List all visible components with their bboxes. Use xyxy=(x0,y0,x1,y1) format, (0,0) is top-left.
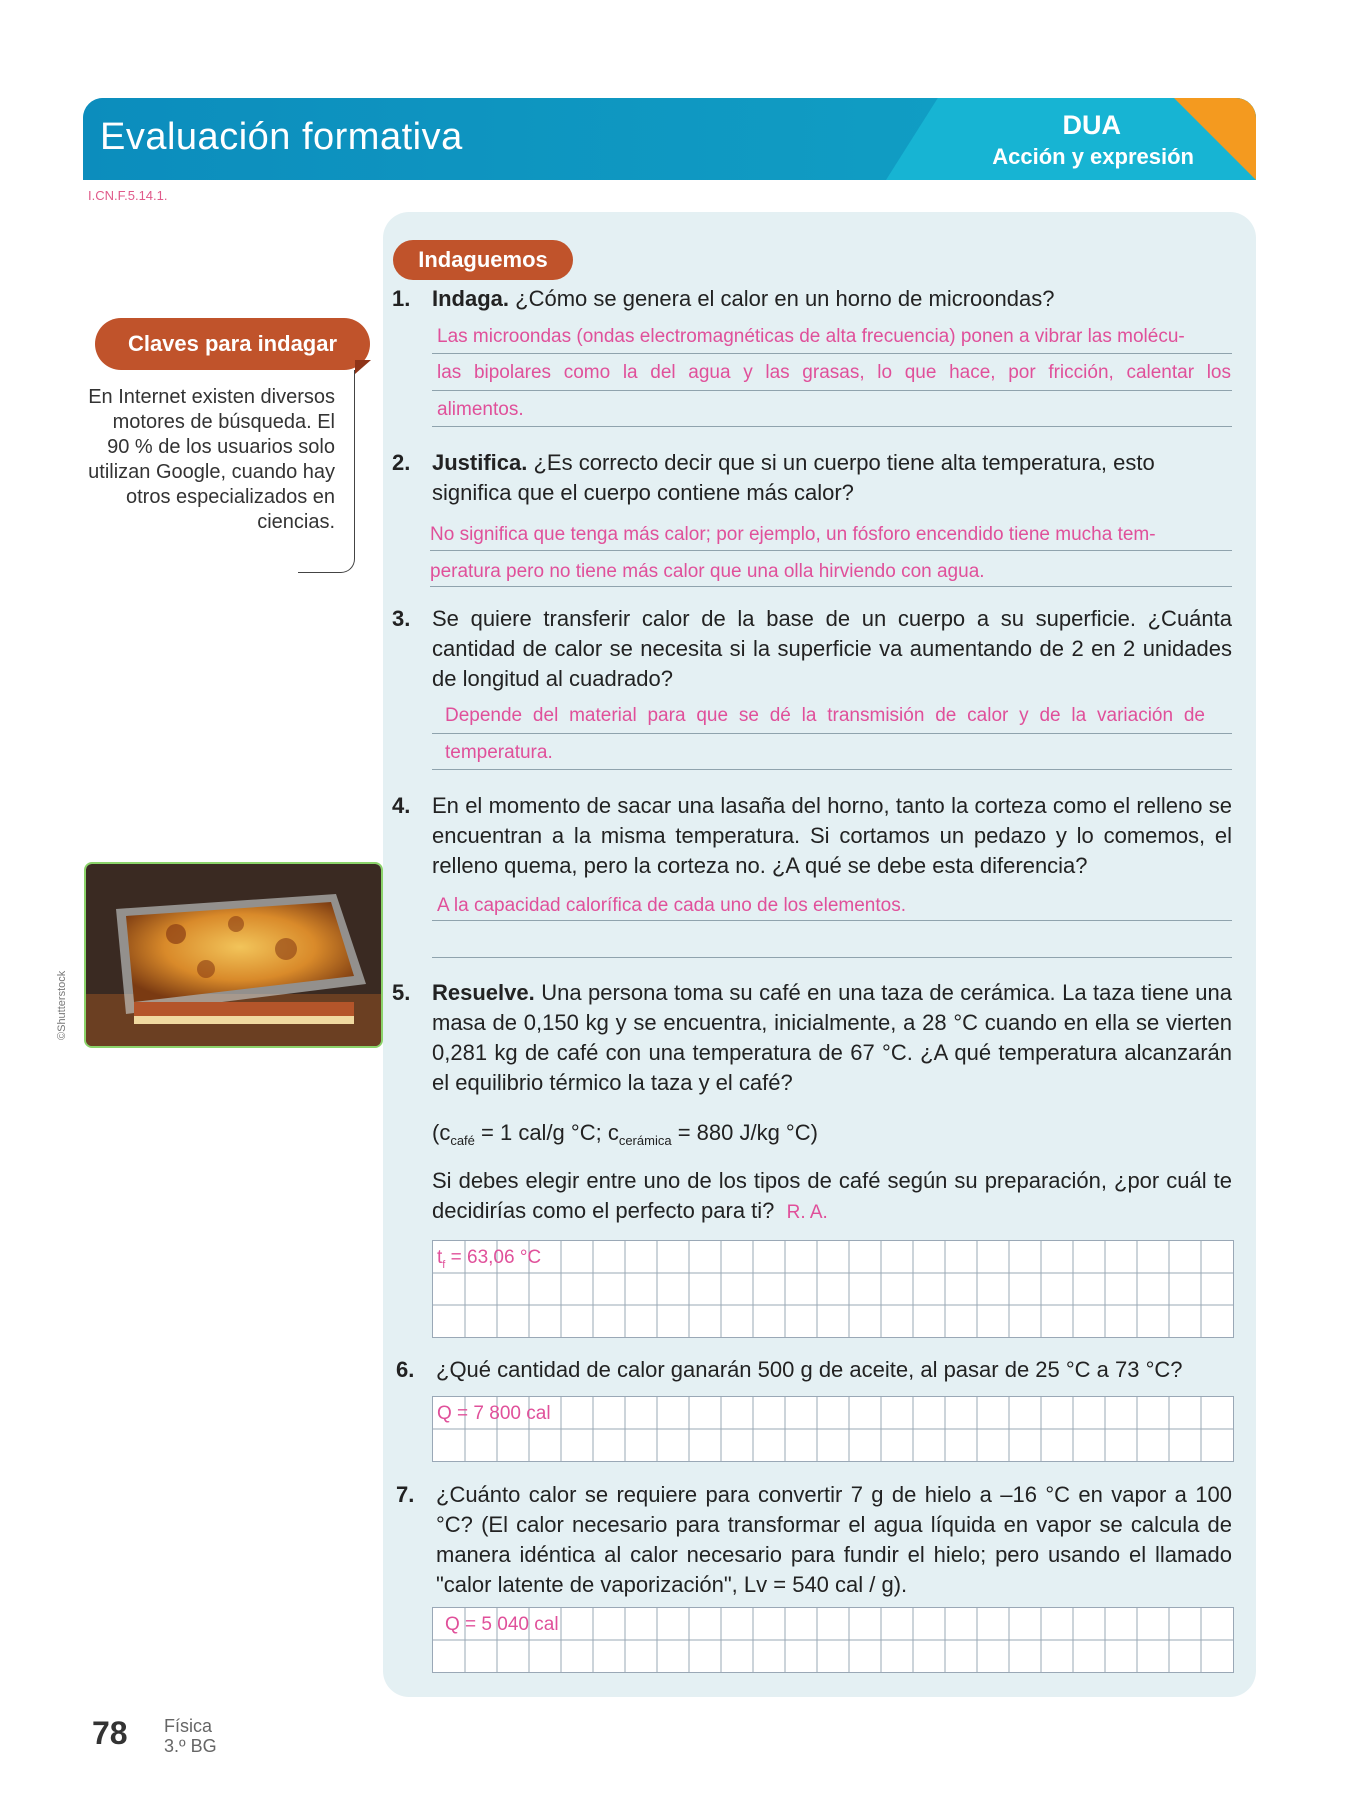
page-title: Evaluación formativa xyxy=(100,116,463,158)
question-7: 7. ¿Cuánto calor se requiere para convertir 7 g de hielo a –16 °C en vapor a 100 °C? (El calor necesario para transformar el agua líquida en vapor se calcula de manera idéntica al calor necesario para fundir el hielo; pero usando el llamado "calor latente de vaporización", Lv = 540 cal / g). xyxy=(396,1482,1232,1597)
answer-grid-5 xyxy=(432,1240,1234,1338)
dua-title: DUA xyxy=(1062,110,1121,140)
subject-label: Física 3.º BG xyxy=(164,1716,217,1756)
answer-4: A la capacidad calorífica de cada uno de los elementos. xyxy=(437,895,906,916)
question-5: 5. Resuelve. Una persona toma su café en una taza de cerámica. La taza tiene una masa de 0,150 kg y se encuentra, inicialmente, a 28 °C cuando en ella se vierten 0,281 kg de café con una temperatura de 67 °C. ¿A qué temperatura alcanzarán el equilibrio térmico la taza y el café? xyxy=(392,980,1232,1095)
question-1: 1. Indaga. ¿Cómo se genera el calor en un horno de microondas? xyxy=(392,286,1055,311)
answer-1-line-3: alimentos. xyxy=(437,399,524,420)
question-4: 4. En el momento de sacar una lasaña del horno, tanto la corteza como el relleno se encuentran a la misma temperatura. Si cortamos un pedazo y lo comemos, el relleno quema, pero la corteza no. ¿A qué se debe esta diferencia? xyxy=(392,793,1232,878)
answer-7: Q = 5 040 cal xyxy=(445,1614,559,1635)
answer-grid-6 xyxy=(432,1396,1234,1462)
answer-3-line-2: temperatura. xyxy=(445,742,553,763)
page-number: 78 xyxy=(92,1715,128,1751)
answer-grid-7 xyxy=(432,1607,1234,1673)
question-6: 6. ¿Qué cantidad de calor ganarán 500 g de aceite, al pasar de 25 °C a 73 °C? xyxy=(396,1357,1183,1382)
answer-3-line-1: Depende del material para que se dé la transmisión de calor y de la variación de xyxy=(445,705,1205,726)
answer-5: $t_f = 63,06$ °C xyxy=(437,1247,542,1271)
lasagna-image xyxy=(84,862,383,1048)
answer-1-line-2: las bipolares como la del agua y las grasas, lo que hace, por fricción, calentar los xyxy=(437,362,1231,383)
curriculum-code: I.CN.F.5.14.1. xyxy=(88,188,168,203)
question-3: 3. Se quiere transferir calor de la base de un cuerpo a su superficie. ¿Cuánta cantidad de calor se necesita si la superficie va aumentando de 2 en 2 unidades de longitud al cuadrado? xyxy=(392,606,1232,691)
image-credit: ©Shutterstock xyxy=(56,970,68,1040)
answer-2-line-1: No significa que tenga más calor; por ejemplo, un fósforo encendido tiene mucha tem- xyxy=(430,524,1156,545)
claves-text: En Internet existen diversos motores de búsqueda. El 90 % de los usuarios solo utilizan Google, cuando hay otros especializados en ciencias. xyxy=(88,386,335,533)
question-5-extra: Si debes elegir entre uno de los tipos de café según su preparación, ¿por cuál te decidirías como el perfecto para ti? R. A. xyxy=(432,1168,1232,1223)
answer-5-extra: R. A. xyxy=(786,1202,828,1223)
dua-subtitle: Acción y expresión xyxy=(992,144,1194,169)
answer-2-line-2: peratura pero no tiene más calor que una olla hirviendo con agua. xyxy=(430,561,985,582)
section-label: Indaguemos xyxy=(393,240,573,280)
question-5-formula: ($c_{café} = 1$ cal/g °C; $c_{cerámica} = 880$ J/kg °C) xyxy=(432,1120,818,1148)
question-2: 2. Justifica. ¿Es correcto decir que si un cuerpo tiene alta temperatura, esto significa que el cuerpo contiene más calor? xyxy=(392,450,1155,505)
answer-6: Q = 7 800 cal xyxy=(437,1403,551,1424)
activities-panel xyxy=(383,212,1256,1697)
answer-1-line-1: Las microondas (ondas electromagnéticas de alta frecuencia) ponen a vibrar las molécu- xyxy=(437,326,1185,347)
header-banner xyxy=(83,98,1256,180)
claves-title: Claves para indagar xyxy=(95,318,370,370)
